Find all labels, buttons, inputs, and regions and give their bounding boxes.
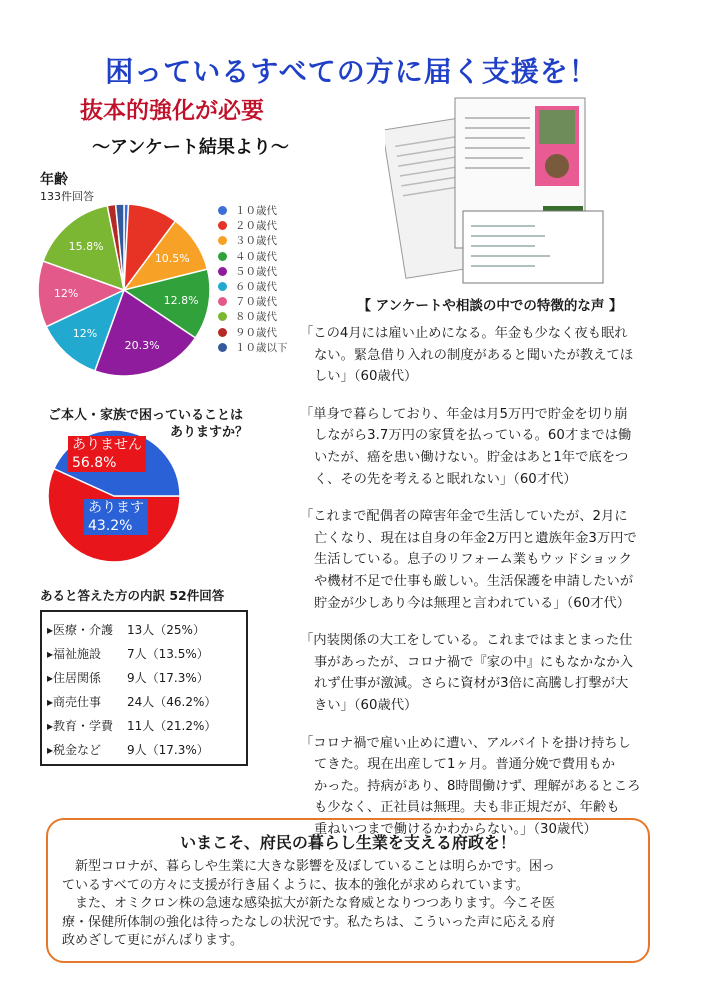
- legend-item: [218, 203, 288, 218]
- legend-item: [218, 249, 288, 264]
- quote-line: てきた。現在出産して1ヶ月。普通分娩で費用もか: [314, 757, 615, 773]
- breakdown-row: [42, 738, 246, 762]
- voice-quote: [300, 630, 695, 716]
- age-chart-legend: [218, 203, 288, 355]
- legend-item: [218, 233, 288, 248]
- legend-label: ６０歳代: [235, 281, 277, 294]
- quote-line: 「単身で暮らしており、年金は月5万円で貯金を切り崩: [300, 406, 628, 422]
- breakdown-row: [42, 666, 246, 690]
- quote-line: れず仕事が激減。さらに資材が3倍に高騰し打撃が大: [314, 676, 629, 692]
- breakdown-value: 9人（17.3%）: [127, 743, 209, 757]
- quote-line: いたが、癌を患い働けない。貯金はあと1年で底をつ: [314, 449, 629, 465]
- legend-label: ４０歳代: [235, 250, 277, 263]
- survey-label: ～アンケート結果より～: [92, 137, 289, 158]
- legend-dot-icon: [218, 206, 227, 215]
- quote-line: 事があったが、コロナ禍で『家の中』にもなかなか入: [314, 654, 633, 670]
- quote-line: 「コロナ禍で雇い止めに遭い、アルバイトを掛け持ちし: [300, 735, 631, 751]
- breakdown-value: 11人（21.2%）: [127, 719, 217, 733]
- no-label-text: ありません: [72, 437, 142, 453]
- quote-line: ない。緊急借り入れの制度があると聞いたが教えてほ: [314, 347, 634, 363]
- legend-label: ５０歳代: [235, 265, 277, 278]
- quote-line: 亡くなり、現在は自身の年金2万円と遺族年金3万円で: [314, 530, 637, 546]
- legend-item: [218, 340, 288, 355]
- quote-line: 貯金が少しあり今は無理と言われている」（60才代）: [314, 595, 631, 611]
- yes-label-text: あります: [88, 500, 144, 516]
- survey-documents-photo: [385, 96, 615, 286]
- yes-label-value: 43.2%: [88, 518, 133, 534]
- voice-quote: [300, 506, 695, 614]
- breakdown-category: ▸教育・学費: [47, 719, 114, 733]
- voices-list: [300, 323, 695, 856]
- question-title-line-1: ご本人・家族で困っていることは: [48, 408, 244, 423]
- page-subtitle: 抜本的強化が必要: [80, 98, 264, 124]
- legend-label: ２０歳代: [235, 220, 277, 233]
- age-pie-data-label: 15.8%: [68, 240, 104, 254]
- quote-line: 「内装関係の大工をしている。これまではまとまった仕: [300, 633, 633, 649]
- voice-quote: [300, 404, 695, 490]
- legend-dot-icon: [218, 252, 227, 261]
- quote-line: かった。持病があり、8時間働けず、理解があるところ: [314, 778, 641, 794]
- legend-label: ３０歳代: [235, 235, 277, 248]
- conclusion-line: また、オミクロン株の急速な感染拡大が新たな脅威となりつつあります。今こそ医: [62, 896, 555, 911]
- age-pie-data-label: 20.3%: [124, 339, 160, 353]
- legend-dot-icon: [218, 312, 227, 321]
- conclusion-line: ているすべての方々に支援が行き届くように、抜本的強化が求められています。: [62, 877, 529, 893]
- no-slice-label: [68, 436, 146, 472]
- page-title: 困っているすべての方に届く支援を！: [105, 55, 598, 88]
- legend-dot-icon: [218, 267, 227, 276]
- breakdown-row: [42, 618, 246, 642]
- breakdown-row: [42, 714, 246, 738]
- quote-line: 重ねいつまで働けるかわからない。」（30歳代）: [314, 821, 597, 837]
- legend-dot-icon: [218, 236, 227, 245]
- legend-label: ７０歳代: [235, 296, 277, 309]
- breakdown-category: ▸医療・介護: [47, 623, 114, 637]
- breakdown-value: 13人（25%）: [127, 623, 205, 637]
- legend-label: １０歳以下: [235, 341, 288, 354]
- age-pie-chart: [34, 200, 214, 380]
- legend-label: ９０歳代: [235, 326, 277, 339]
- quote-line: しながら3.7万円の家賃を払っている。60才までは働: [314, 428, 632, 444]
- yes-slice-label: [84, 499, 148, 535]
- age-pie-data-label: 12.8%: [163, 294, 199, 307]
- quote-line: く、その先を考えると眠れない」（60才代）: [314, 471, 577, 487]
- age-pie-data-label: 12%: [53, 286, 79, 300]
- breakdown-value: 24人（46.2%）: [127, 695, 217, 709]
- breakdown-table: [40, 610, 248, 766]
- breakdown-title: あると答えた方の内訳 52件回答: [40, 588, 225, 603]
- legend-item: [218, 294, 288, 309]
- quote-line: も少なく、正社員は無理。夫も非正規だが、年齢も: [314, 800, 620, 816]
- breakdown-row: [42, 642, 246, 666]
- conclusion-title: いまこそ、府民の暮らし生業を支える府政を！: [180, 833, 516, 852]
- quote-line: や機材不足で仕事も厳しい。生活保護を申請したいが: [314, 573, 634, 589]
- breakdown-category: ▸住居関係: [47, 671, 102, 685]
- conclusion-line: 新型コロナが、暮らしや生業に大きな影響を及ぼしていることは明らかです。困っ: [62, 859, 555, 874]
- quote-line: 生活している。息子のリフォーム業もウッドショック: [314, 552, 632, 568]
- legend-item: [218, 325, 288, 340]
- quote-line: 「この4月には雇い止めになる。年金も少なく夜も眠れ: [300, 326, 628, 341]
- conclusion-box: [46, 818, 650, 963]
- legend-item: [218, 309, 288, 324]
- breakdown-category: ▸税金など: [47, 743, 102, 757]
- legend-item: [218, 279, 288, 294]
- legend-item: [218, 218, 288, 233]
- age-pie-data-label: 12%: [72, 326, 98, 340]
- breakdown-row: [42, 690, 246, 714]
- voice-quote: [300, 323, 695, 388]
- age-chart-title: 年齢: [40, 172, 68, 188]
- quote-line: しい」（60歳代）: [314, 369, 418, 385]
- age-pie-data-label: 10.5%: [154, 251, 190, 265]
- legend-dot-icon: [218, 297, 227, 306]
- quote-line: きい」（60歳代）: [314, 697, 418, 713]
- legend-item: [218, 264, 288, 279]
- no-label-value: 56.8%: [72, 455, 117, 471]
- age-chart-count: 133件回答: [40, 190, 94, 203]
- question-title-line-2: ありますか？: [170, 425, 249, 440]
- legend-dot-icon: [218, 221, 227, 230]
- legend-label: ８０歳代: [235, 311, 277, 324]
- voices-heading: 【 アンケートや相談の中での特徴的な声 】: [357, 298, 623, 314]
- breakdown-value: 7人（13.5%）: [127, 647, 209, 661]
- legend-dot-icon: [218, 328, 227, 337]
- legend-label: １０歳代: [235, 205, 277, 218]
- legend-dot-icon: [218, 343, 227, 352]
- breakdown-value: 9人（17.3%）: [127, 671, 209, 685]
- conclusion-line: 政めざして更にがんばります。: [62, 933, 243, 948]
- breakdown-category: ▸福祉施設: [47, 647, 102, 661]
- breakdown-category: ▸商売仕事: [47, 695, 102, 709]
- conclusion-line: 療・保健所体制の強化は待ったなしの状況です。私たちは、こういった声に応える府: [62, 914, 555, 930]
- legend-dot-icon: [218, 282, 227, 291]
- quote-line: 「これまで配偶者の障害年金で生活していたが、2月に: [300, 509, 628, 525]
